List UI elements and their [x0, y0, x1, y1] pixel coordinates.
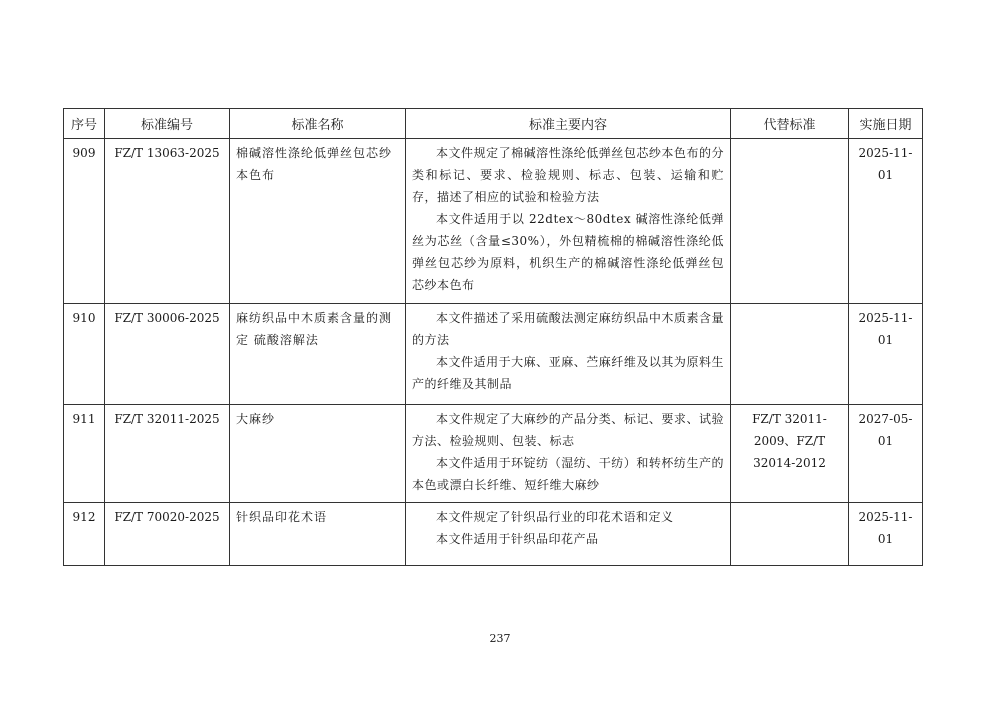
- row-code: FZ/T 32011-2025: [105, 405, 230, 503]
- standards-table: [63, 108, 923, 566]
- content-paragraph: 本文件描述了采用硫酸法测定麻纺织品中木质素含量的方法: [412, 311, 724, 347]
- content-paragraph: 本文件适用于针织品印花产品: [436, 532, 599, 546]
- header-seq: 序号: [64, 109, 105, 139]
- row-replaces: [731, 304, 849, 405]
- row-name: 棉碱溶性涤纶低弹丝包芯纱本色布: [230, 139, 406, 304]
- row-date: 2027-05-01: [849, 405, 923, 503]
- row-content: [406, 139, 731, 304]
- page-number: 237: [489, 632, 511, 645]
- row-code: FZ/T 13063-2025: [105, 139, 230, 304]
- row-date: 2025-11-01: [849, 304, 923, 405]
- row-code: FZ/T 30006-2025: [105, 304, 230, 405]
- table-row: [64, 304, 923, 405]
- row-date: 2025-11-01: [849, 139, 923, 304]
- row-replaces: [731, 139, 849, 304]
- row-seq: 912: [64, 503, 105, 566]
- content-paragraph: 本文件规定了针织品行业的印花术语和定义: [436, 510, 674, 524]
- table-header-row: [64, 109, 923, 139]
- content-paragraph: 本文件规定了棉碱溶性涤纶低弹丝包芯纱本色布的分类和标记、要求、检验规则、标志、包装、运输和贮存，描述了相应的试验和检验方法: [412, 146, 724, 204]
- row-content: [406, 405, 731, 503]
- row-seq: 910: [64, 304, 105, 405]
- row-name: 麻纺织品中木质素含量的测定 硫酸溶解法: [230, 304, 406, 405]
- row-code: FZ/T 70020-2025: [105, 503, 230, 566]
- row-seq: 909: [64, 139, 105, 304]
- header-replaces: 代替标准: [731, 109, 849, 139]
- row-date: 2025-11-01: [849, 503, 923, 566]
- row-replaces: [731, 503, 849, 566]
- header-date: 实施日期: [849, 109, 923, 139]
- table-row: [64, 139, 923, 304]
- row-name: 针织品印花术语: [230, 503, 406, 566]
- row-replaces: FZ/T 32011-2009、FZ/T 32014-2012: [731, 405, 849, 503]
- table-row: [64, 405, 923, 503]
- header-name: 标准名称: [230, 109, 406, 139]
- content-paragraph: 本文件适用于大麻、亚麻、苎麻纤维及以其为原料生产的纤维及其制品: [412, 355, 724, 391]
- header-code: 标准编号: [105, 109, 230, 139]
- header-content: 标准主要内容: [406, 109, 731, 139]
- content-paragraph: 本文件适用于以 22dtex～80dtex 碱溶性涤纶低弹丝为芯丝（含量≤30%），外包精梳棉的棉碱溶性涤纶低弹丝包芯纱为原料，机织生产的棉碱溶性涤纶低弹丝包芯纱本色布: [412, 212, 724, 292]
- row-name: 大麻纱: [230, 405, 406, 503]
- row-seq: 911: [64, 405, 105, 503]
- content-paragraph: 本文件规定了大麻纱的产品分类、标记、要求、试验方法、检验规则、包装、标志: [412, 412, 724, 448]
- table-row: [64, 503, 923, 566]
- content-paragraph: 本文件适用于环锭纺（湿纺、干纺）和转杯纺生产的本色或漂白长纤维、短纤维大麻纱: [412, 456, 724, 492]
- row-content: [406, 503, 731, 566]
- row-content: [406, 304, 731, 405]
